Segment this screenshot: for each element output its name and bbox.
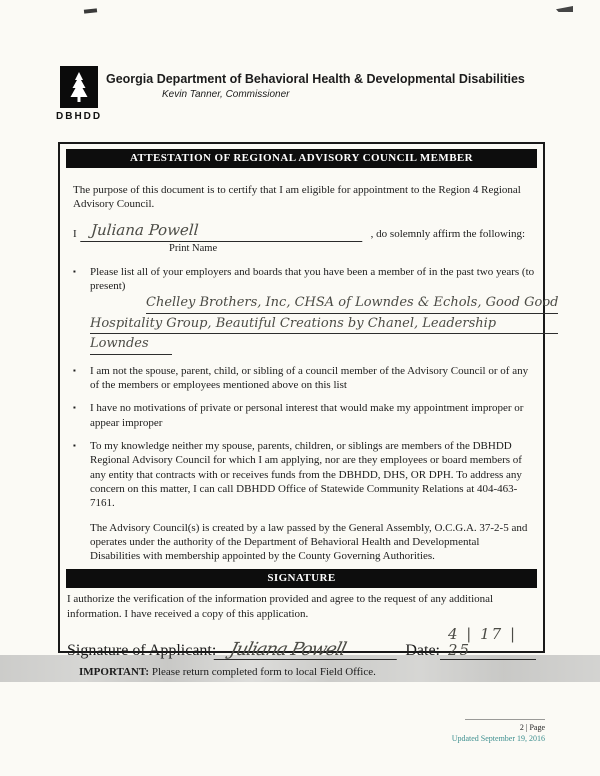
closing-paragraph: The Advisory Council(s) is created by a law passed by the General Assembly, O.C.G.A. 37-2-5 and operates under the authority of the Department of Behavioral Health and Developmental Disabilities with membership appointed by the County Governing Authorities. xyxy=(90,521,528,563)
employers-prompt: Please list all of your employers and boards that you have been a member of in the past two years (to present) xyxy=(90,265,535,293)
footer-rule xyxy=(465,719,545,720)
print-name-field: Juliana Powell xyxy=(80,221,363,242)
dbhdd-logo xyxy=(56,66,102,122)
date-field: 4 | 17 | 25 xyxy=(440,626,536,660)
letterhead xyxy=(106,72,551,100)
bullet-marker: ▪ xyxy=(73,266,76,276)
employers-line-1: Chelley Brothers, Inc, CHSA of Lowndes & Echols, Good Good xyxy=(146,293,558,314)
employers-line-3: Lowndes xyxy=(90,334,172,355)
bullet-marker: ▪ xyxy=(73,365,76,375)
print-name-label: Print Name xyxy=(169,243,218,255)
purpose-paragraph: The purpose of this document is to certify that I am eligible for appointment to the Region 4 Regional Advisory Council. xyxy=(73,184,521,211)
scan-artifact-mark xyxy=(556,6,573,12)
signature-label: Signature of Applicant: xyxy=(67,641,217,659)
important-label: IMPORTANT: xyxy=(79,665,150,678)
bullet-not-relative-text: I am not the spouse, parent, child, or sibling of a council member of the Advisory Council or of any of the members or employees mentioned above on this list xyxy=(90,364,529,392)
attestation-form-box xyxy=(58,142,559,678)
page-footer xyxy=(452,719,545,744)
scan-artifact-mark xyxy=(84,8,97,13)
employers-line-2: Hospitality Group, Beautiful Creations by Chanel, Leadership xyxy=(90,314,558,335)
signature-row xyxy=(66,626,537,660)
applicant-signature: Juliana Powell xyxy=(214,641,402,660)
bullet-employers xyxy=(73,265,559,355)
attestation-banner: ATTESTATION OF REGIONAL ADVISORY COUNCIL MEMBER xyxy=(66,149,537,168)
dbhdd-logo-box xyxy=(60,66,98,108)
bullet-knowledge xyxy=(73,439,530,510)
date-label: Date: xyxy=(405,641,440,659)
commissioner-subtitle: Kevin Tanner, Commissioner xyxy=(162,89,290,100)
bullet-marker: ▪ xyxy=(73,403,76,413)
important-text: Please return completed form to local Field Office. xyxy=(149,665,376,678)
affirm-suffix: , do solemnly affirm the following: xyxy=(370,227,526,240)
print-name-row xyxy=(73,221,530,242)
updated-date: Updated September 19, 2016 xyxy=(451,734,545,744)
authorization-paragraph: I authorize the verification of the information provided and agree to the request of any additional information. I have received a copy of this application. xyxy=(67,593,494,620)
bullet-not-relative xyxy=(73,364,530,393)
important-note xyxy=(79,666,537,678)
form-content xyxy=(66,168,559,563)
tree-icon xyxy=(66,71,92,103)
department-title: Georgia Department of Behavioral Health & Developmental Disabilities xyxy=(106,72,525,86)
bullet-knowledge-text: To my knowledge neither my spouse, parents, children, or siblings are members of the DBHDD Regional Advisory Council for which I am applying, nor are they employees or board members of any entity that contracts with or receives funds from the DBHDD, DHS, OR DPH. To address any concern on this matter, I can call DBHDD Office of Statewide Community Relations at 404-463-7161. xyxy=(90,440,522,510)
page-number: 2 | Page xyxy=(519,723,545,732)
signature-banner: SIGNATURE xyxy=(66,569,537,588)
bullet-marker: ▪ xyxy=(73,441,76,451)
bullet-no-motivations-text: I have no motivations of private or personal interest that would make my appointment improper or appear improper xyxy=(90,402,524,429)
bullet-no-motivations xyxy=(73,401,530,430)
affirm-prefix: I xyxy=(73,227,77,240)
bullet-employers-text xyxy=(90,265,558,355)
dbhdd-logo-text: DBHDD xyxy=(56,111,103,122)
